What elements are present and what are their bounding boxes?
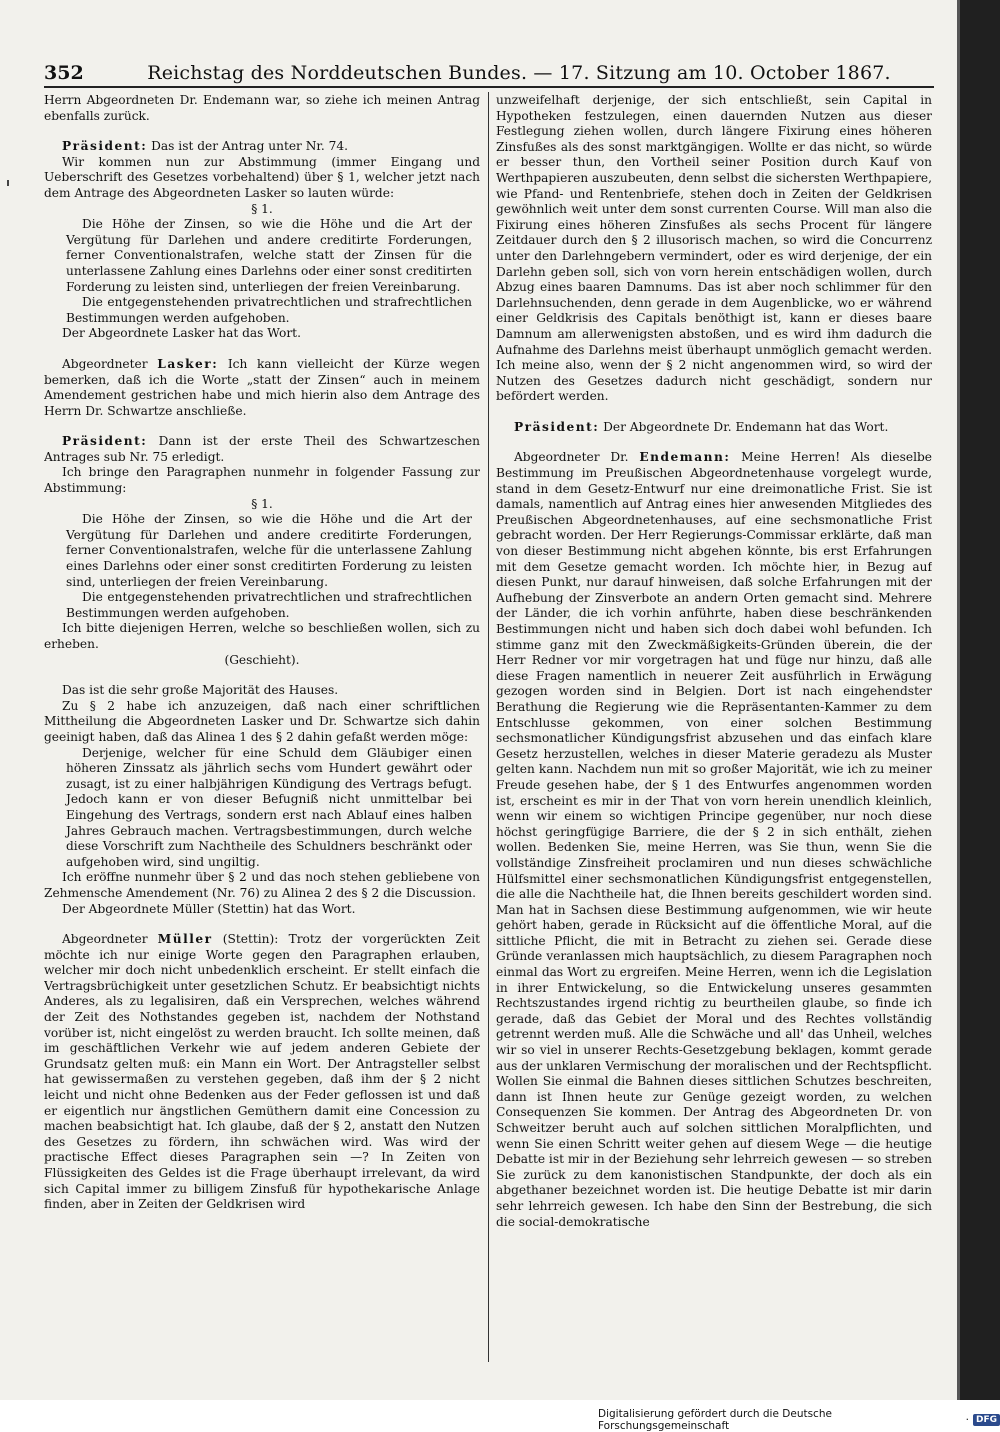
left-column [44, 93, 480, 1365]
paragraph-text: Die entgegenstehenden privatrechtlichen und strafrechtlichen Bestimmungen werden aufgehoben. [66, 295, 472, 325]
paragraph-text: (Geschieht). [224, 652, 300, 667]
paragraph-continuation [496, 93, 932, 405]
paragraph-text: Die Höhe der Zinsen, so wie die Höhe und die Art der Vergütung für Darlehen und andere creditirte Forderungen, ferner Conventionalstrafen, welche statt der Zinsen für die unterlassene Zahlung eines Darlehns oder einer sonst creditirten Forderung zu leisten sind, unterliegen der freien Vereinbarung. [66, 217, 472, 294]
paragraph-continuation [44, 93, 480, 124]
paragraph-text: Das ist die sehr große Majorität des Hauses. [62, 683, 339, 698]
quoted-paragraph [66, 590, 472, 621]
paragraph-text: Ich bringe den Paragraphen nunmehr in folgender Fassung zur Abstimmung: [44, 465, 480, 496]
margin-mark [7, 180, 9, 186]
paragraph-text: Herrn Abgeordneten Dr. Endemann war, so ziehe ich meinen Antrag ebenfalls zurück. [44, 93, 480, 123]
running-title: Reichstag des Norddeutschen Bundes. — 17. Sitzung am 10. October 1867. [147, 62, 891, 84]
paragraph-text: Die entgegenstehenden privatrechtlichen und strafrechtlichen Bestimmungen werden aufgehoben. [66, 590, 472, 620]
paragraph [44, 870, 480, 901]
dfg-logo: DFG [973, 1414, 1000, 1426]
paragraph [44, 155, 480, 202]
header-rule [44, 86, 934, 88]
quoted-paragraph [66, 295, 472, 326]
paragraph-text: Wir kommen nun zur Abstimmung (immer Eingang und Ueberschrift des Gesetzes vorbehaltend) über § 1, welcher jetzt nach dem Antrage des Abgeordneten Lasker so lauten würde: [44, 154, 480, 200]
section-heading [44, 497, 480, 513]
speech-paragraph [44, 139, 480, 155]
paragraph-text: Der Abgeordnete Lasker hat das Wort. [62, 326, 301, 341]
quoted-paragraph [66, 217, 472, 295]
speech-paragraph [44, 932, 480, 1213]
speech-paragraph [496, 420, 932, 436]
paragraph [44, 699, 480, 746]
speaker-name: Endemann: [639, 450, 731, 465]
page-number: 352 [44, 62, 84, 84]
paragraph-text: § 1. [251, 496, 273, 511]
paragraph-text: Derjenige, welcher für eine Schuld dem Gläubiger einen höheren Zinssatz als jährlich sechs vom Hundert gewährt oder zusagt, ist zu einer halbjährigen Kündigung des Vertrags befugt. Jedoch kann er von dieser Befugniß nicht unmittelbar bei Eingehung des Vertrags, sondern erst nach Ablauf eines halben Jahres Gebrauch machen. Vertragsbestimmungen, durch welche diese Vorschrift zum Nachtheile des Schuldners beschränkt oder aufgehoben wird, sind ungiltig. [66, 745, 472, 869]
speech-paragraph [44, 357, 480, 419]
separator-icon: · [965, 1414, 969, 1426]
paragraph [44, 683, 480, 699]
paragraph-text: Das ist der Antrag unter Nr. 74. [147, 139, 349, 154]
paragraph-text: Meine Herren! Als dieselbe Bestimmung im Preußischen Abgeordnetenhause vorgelegt wurde, stand in dem Gesetz-Entwurf nur eine dreimonatliche Frist. Sie ist damals, namentlich auf Antrag eines hier anwesenden Mitgliedes des Preußischen Abgeordnetenhauses, auf eine sechsmonatliche Frist gebracht worden. Der Herr Regierungs-Commissar erklärte, daß man von dieser Bestimmung nicht abgehen könnte, bis erst Erfahrungen mit dem Gesetze gemacht worden. Ich möchte hier, in Bezug auf diesen Punkt, nur darauf hinweisen, daß solche Erfahrungen mit der Aufhebung der Zinsverbote an andern Orten gemacht sind. Mehrere der Länder, die ich vorhin anführte, haben diese beschränkenden Bestimmungen nicht und haben sich doch dabei wohl befunden. Ich stimme ganz mit den Zweckmäßigkeits-Gründen überein, die der Herr Redner vor mir vorgetragen hat und füge nur hinzu, daß alle diese Fragen namentlich in neuerer Zeit ausführlich in Erwägung gezogen worden sind in Belgien. Dort ist nach eingehendster Berathung die Regierung wie die Repräsentanten-Kammer zu dem Entschlusse gekommen, von einer solchen Bestimmung sechsmonatlicher Kündigungsfrist abzusehen und das einfach klare Gesetz herzustellen, welches in dieser Materie geradezu als Muster gelten kann. Nachdem nun mit so großer Majorität, wie ich zu meiner Freude gesehen habe, der § 1 des Entwurfes angenommen worden ist, erscheint es mir in der That von vorn herein unendlich kleinlich, wenn wir einem so wichtigen Principe gegenüber, nur noch diese höchst geringfügige Barriere, die der § 2 in sich enthält, ziehen wollen. Bedenken Sie, meine Herren, was Sie thun, wenn Sie die vollständige Zinsfreiheit proclamiren und nun dieses schwächliche Hülfsmittel einer sechsmonatlichen Kündigungsfrist entgegenstellen, die alle die Nachtheile hat, die Ihnen bereits geschildert worden sind. Man hat in Sachsen diese Bestimmung aufgenommen, wie wir heute gehört haben, gerade in Rücksicht auf die öffentliche Moral, auf die sittliche Pflicht, die mit in Betracht zu ziehen sei. Gerade diese Gründe veranlassen mich hauptsächlich, zu diesem Paragraphen noch einmal das Wort zu ergreifen. Meine Herren, wenn ich die Legislation in ihrer Entwickelung, so die Entwickelung unseres gesammten Rechtszustandes irgend richtig zu beurtheilen glaube, so finde ich gerade, daß das Gebiet der Moral und des Rechtes vollständig getrennt werden muß. Alle die Schwäche und all' das Unheil, welches wir so viel in unserer Rechts-Gesetzgebung beklagen, kommt gerade aus der unklaren Vermischung der moralischen und der Rechtspflicht. Wollen Sie einmal die Bahnen dieses sittlichen Schutzes beschreiten, dann ist Ihnen heute zur Genüge gezeigt worden, zu welchen Consequenzen Sie kommen. Der Antrag des Abgeordneten Dr. von Schweitzer beruht auch auf solchen sittlichen Moralpflichten, und wenn Sie einen Schritt weiter gehen auf diesem Wege — die heutige Debatte ist mir in der Beziehung sehr lehrreich gewesen — so streben Sie zurück zu dem kanonistischen Standpunkte, der doch als ein abgethaner bezeichnet worden ist. Die heutige Debatte ist mir darin sehr lehrreich gewesen. Ich habe den Sinn der Bestrebung, die sich die social-demokratische [496, 450, 932, 1229]
paragraph-text: unzweifelhaft derjenige, der sich entschließt, sein Capital in Hypotheken festzulegen, einen dauernden Nutzen aus dieser Festlegung ziehen wollen, durch längere Fixirung eines höheren Zinsfußes als des sonst marktgängigen. Wollte er das nicht, so würde er besser thun, den Vortheil seiner Position durch Kauf von Werthpapieren auszubeuten, denn selbst die sichersten Werthpapiere, wie Pfand- und Rentenbriefe, stehen doch in Zeiten der Geldkrisen gewöhnlich weit unter dem sonst currenten Course. Will man also die Fixirung eines höheren Zinsfußes als sechs Procent für längere Zeitdauer durch den § 2 illusorisch machen, so wird die Concurrenz unter den Darlehngebern vermindert, oder es wird derjenige, der ein Darlehn geben soll, sich von vorn herein entschädigen wollen, durch Abzug eines baaren Damnums. Das ist aber noch schlimmer für den Darlehnsuchenden, denn gerade in dem Augenblicke, wo er während einer Geldkrisis des Capitals benöthigt ist, kann er dieses baare Damnum am allerwenigsten abstoßen, und es wird ihm dadurch die Aufnahme des Darlehns meist überhaupt unmöglich gemacht werden. Ich meine also, wenn der § 2 nicht angenommen wird, so wird der Nutzen des Gesetzes dadurch nicht geschädigt, sondern nur befördert werden. [496, 93, 932, 404]
running-header [44, 50, 934, 84]
paragraph-text: Der Abgeordnete Müller (Stettin) hat das Wort. [62, 901, 356, 916]
quoted-paragraph [66, 512, 472, 590]
section-heading [44, 202, 480, 218]
scan-border [960, 0, 1000, 1400]
paragraph-text: Ich kann vielleicht der Kürze wegen bemerken, daß ich die Worte „statt der Zinsen“ auch in meinem Amendement gestrichen habe und mich hierin also dem Antrage des Herrn Dr. Schwartze anschließe. [44, 356, 480, 418]
quoted-section [44, 217, 480, 326]
paragraph-text: Die Höhe der Zinsen, so wie die Höhe und die Art der Vergütung für Darlehen und andere creditirte Forderungen, ferner Conventionalstrafen, welche für die unterlassene Zahlung eines Darlehns oder einer sonst creditirten Forderung zu leisten sind, unterliegen der freien Vereinbarung. [66, 512, 472, 589]
paragraph-text: (Stettin): Trotz der vorgerückten Zeit möchte ich nur einige Worte gegen den Paragraphen erlauben, welcher mir doch nicht unbedenklich erscheint. Er stellt einfach die Vertragsbrüchigkeit unter gesetzlichen Schutz. Er beabsichtigt nichts Anderes, als zu legalisiren, daß ein Versprechen, welches während der Zeit des Nothstandes gegeben ist, nachdem der Nothstand vorüber ist, nicht eingelöst zu werden braucht. Ich sollte meinen, daß im geschäftlichen Verkehr wie auf jedem anderen Gebiete der Grundsatz gelten muß: ein Mann ein Wort. Der Antragsteller selbst hat gewissermaßen zu verstehen gegeben, daß ihm der § 2 nicht leicht und nicht ohne Bedenken aus der Feder geflossen ist und daß er eigentlich nur ängstlichen Gemüthern damit eine Concession zu machen beabsichtigt hat. Ich glaube, daß der § 2, anstatt den Nutzen des Gesetzes zu fördern, ihn schwächen wird. Was wird der practische Effect dieses Paragraphen sein —? In Zeiten von Flüssigkeiten des Geldes ist die Frage überhaupt irrelevant, da wird sich Capital immer zu billigem Zinsfuß für hypothekarische Anlage finden, aber in Zeiten der Geldkrisen wird [44, 932, 480, 1212]
speaker-name: Lasker: [157, 356, 219, 371]
speaker-title: Abgeordneter [62, 932, 158, 947]
paragraph [44, 326, 480, 342]
right-column [496, 93, 932, 1365]
column-rule [488, 92, 489, 1362]
paragraph-text: Ich eröffne nunmehr über § 2 und das noch stehen gebliebene von Zehmensche Amendement (Nr. 76) zu Alinea 2 des § 2 die Discussion. [44, 870, 480, 900]
paragraph [44, 621, 480, 652]
speaker-name: Müller [157, 932, 213, 947]
quoted-section [44, 512, 480, 621]
paragraph [44, 902, 480, 918]
paragraph-text: Zu § 2 habe ich anzuzeigen, daß nach einer schriftlichen Mittheilung die Abgeordneten Lasker und Dr. Schwartze sich dahin geeinigt haben, daß das Alinea 1 des § 2 dahin gefaßt werden möge: [44, 698, 480, 744]
paragraph-text: § 1. [251, 201, 273, 216]
paragraph-text: Der Abgeordnete Dr. Endemann hat das Wort. [599, 419, 889, 434]
speech-paragraph [44, 434, 480, 465]
paragraph-text: Ich bitte diejenigen Herren, welche so beschließen wollen, sich zu erheben. [44, 621, 480, 651]
quoted-section [44, 746, 480, 871]
paragraph [44, 465, 480, 496]
footer-credit [598, 1410, 1000, 1430]
paragraph-text: Dann ist der erste Theil des Schwartzeschen Antrages sub Nr. 75 erledigt. [44, 434, 480, 464]
section-heading [44, 653, 480, 669]
speaker-title: Abgeordneter Dr. [514, 450, 640, 465]
speaker-title: Abgeordneter [62, 356, 158, 371]
footer-text: Digitalisierung gefördert durch die Deutsche Forschungsgemeinschaft [598, 1408, 832, 1432]
speaker-name: Präsident: [514, 419, 600, 434]
speaker-name: Präsident: [62, 434, 148, 449]
quoted-paragraph [66, 746, 472, 871]
speech-paragraph [496, 450, 932, 1230]
speaker-name: Präsident: [62, 139, 148, 154]
